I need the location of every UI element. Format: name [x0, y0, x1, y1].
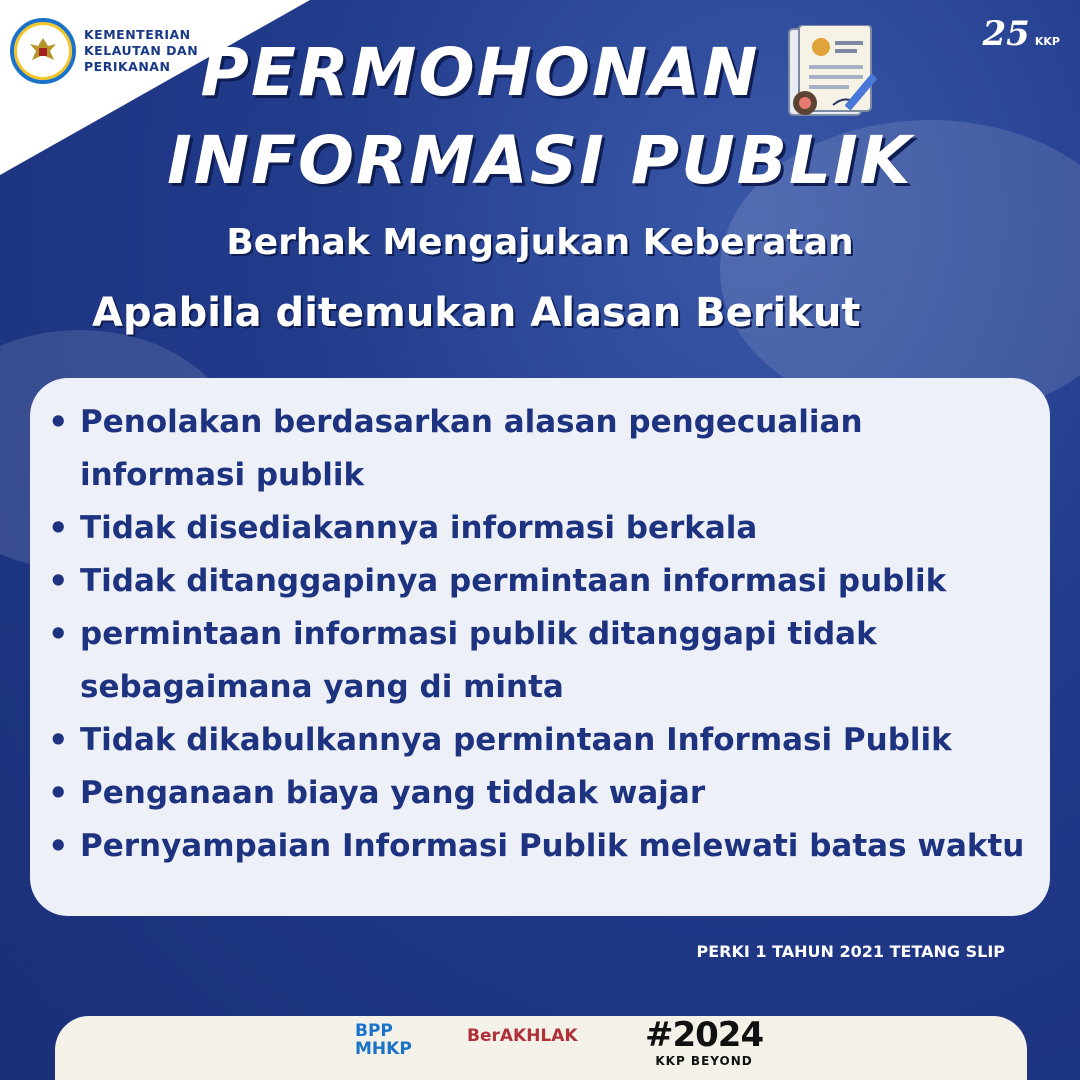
bpp-label: BPP: [355, 1021, 393, 1041]
hashtag-2024: #2024: [645, 1015, 764, 1055]
reason-item: • Tidak disediakannya informasi berkala: [30, 502, 1050, 555]
kkp-beyond-label: KKP BEYOND: [655, 1054, 753, 1068]
ministry-line-3: PERIKANAN: [84, 59, 171, 74]
reason-item: • Penolakan berdasarkan alasan pengecualian informasi publik: [30, 396, 1050, 502]
certificate-document-icon: [775, 25, 885, 129]
regulation-reference: PERKI 1 TAHUN 2021 TETANG SLIP: [696, 942, 1005, 961]
reasons-card: [30, 378, 1050, 916]
reasons-list: [30, 378, 1050, 873]
anniversary-org: KKP: [1034, 35, 1060, 48]
reason-item: • Tidak dikabulkannya permintaan Informasi Publik: [30, 714, 1050, 767]
ministry-line-2: KELAUTAN DAN: [84, 43, 199, 58]
reason-item: • Penganaan biaya yang tiddak wajar: [30, 767, 1050, 820]
reason-item: • Pernyampaian Informasi Publik melewati batas waktu: [30, 820, 1050, 873]
title-line-2: INFORMASI PUBLIK: [167, 122, 913, 199]
mhkp-label: MHKP: [355, 1039, 412, 1059]
bpp-mhkp-logo: [355, 1022, 412, 1058]
berakhlak-logo: BerAKHLAK: [467, 1026, 578, 1046]
kkp-beyond-logo: [645, 1016, 763, 1068]
reason-item: • Tidak ditanggapinya permintaan informasi publik: [30, 555, 1050, 608]
ministry-line-1: KEMENTERIAN: [84, 27, 191, 42]
subtitle-line-1: Berhak Mengajukan Keberatan: [226, 222, 854, 263]
reason-item: • permintaan informasi publik ditanggapi tidak sebagaimana yang di minta: [30, 608, 1050, 714]
anniversary-number: 25: [982, 14, 1030, 54]
title-line-1: PERMOHONAN: [200, 34, 760, 111]
subtitle-line-2: Apabila ditemukan Alasan Berikut: [92, 290, 861, 336]
footer-banner: [55, 1016, 1027, 1080]
